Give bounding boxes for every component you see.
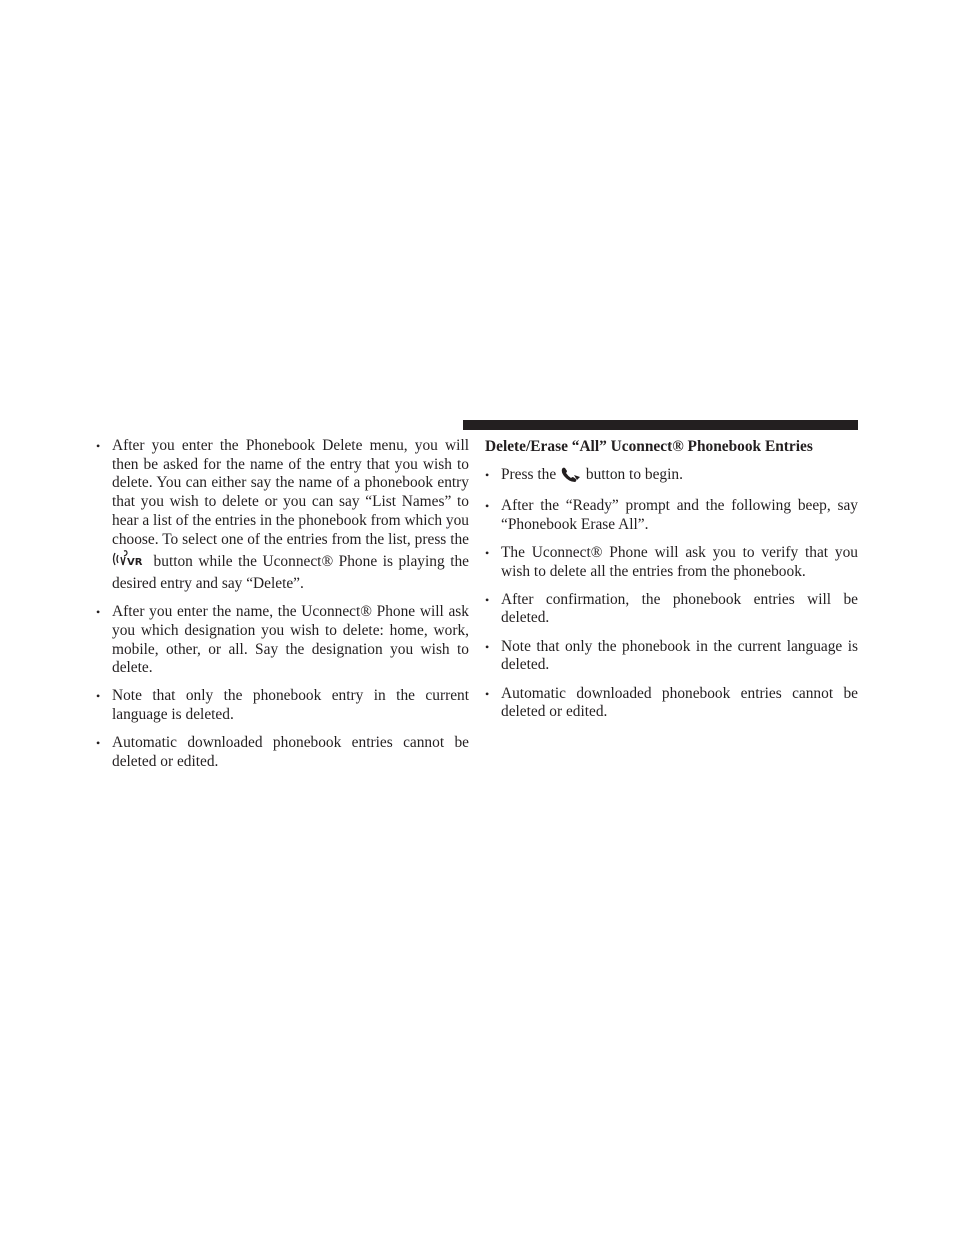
list-item-text: Note that only the phonebook in the current language is deleted. — [501, 637, 858, 674]
voice-recognition-icon — [112, 549, 148, 575]
list-item — [95, 437, 469, 594]
list-item — [95, 687, 469, 724]
bullet-glyph: • — [96, 605, 101, 620]
list-item — [484, 544, 858, 581]
list-item — [95, 734, 469, 771]
bullet-glyph: • — [96, 439, 101, 453]
bullet-glyph: • — [485, 639, 490, 654]
list-item — [484, 466, 858, 488]
bullet-glyph: • — [96, 736, 101, 751]
list-item-text: After you enter the name, the Uconnect® Phone will ask you which designation you wish to delete: home, work, mobile, other, or all. Say the designation you wish to delete. — [112, 603, 469, 677]
phone-icon — [560, 466, 582, 488]
bullet-glyph: • — [485, 592, 490, 607]
bullet-glyph: • — [96, 689, 101, 704]
list-item-text: Automatic downloaded phonebook entries cannot be deleted or edited. — [112, 734, 469, 771]
list-item-text-continued: button while the Uconnect® Phone is playing the desired entry and say “Delete”. — [112, 553, 469, 592]
list-item-text: Note that only the phonebook entry in the current language is deleted. — [112, 687, 469, 724]
list-item-text: The Uconnect® Phone will ask you to verify that you wish to delete all the entries from the phonebook. — [501, 543, 858, 580]
section-title: Delete/Erase “All” Uconnect® Phonebook Entries — [485, 438, 813, 455]
list-item — [484, 591, 858, 628]
bullet-glyph: • — [485, 686, 490, 701]
right-column — [484, 437, 858, 731]
list-item — [484, 638, 858, 675]
list-item-text: After confirmation, the phonebook entries will be deleted. — [501, 590, 858, 627]
svg-text:VR: VR — [127, 557, 143, 569]
bullet-glyph: • — [485, 498, 490, 513]
left-column — [95, 437, 469, 781]
list-item-text: Press the — [501, 465, 557, 483]
list-item — [95, 603, 469, 678]
section-header-bar — [463, 420, 858, 430]
list-item — [484, 685, 858, 722]
list-item-text-continued: button to begin. — [585, 465, 683, 483]
right-bullet-list — [484, 466, 858, 722]
bullet-glyph: • — [485, 467, 490, 482]
list-item-text: After you enter the Phonebook Delete menu, you will then be asked for the name of the entry that you wish to delete. You can either say the name of a phonebook entry that you wish to delete or you can say “List Names” to hear a list of the entries in the phonebook from which you choose. To select one of the entries from the list, press the — [112, 437, 469, 548]
list-item-text: After the “Ready” prompt and the following beep, say “Phonebook Erase All”. — [501, 496, 858, 533]
list-item-text: Automatic downloaded phonebook entries cannot be deleted or edited. — [501, 684, 858, 721]
list-item — [484, 497, 858, 534]
left-bullet-list — [95, 437, 469, 772]
bullet-glyph: • — [485, 545, 490, 560]
